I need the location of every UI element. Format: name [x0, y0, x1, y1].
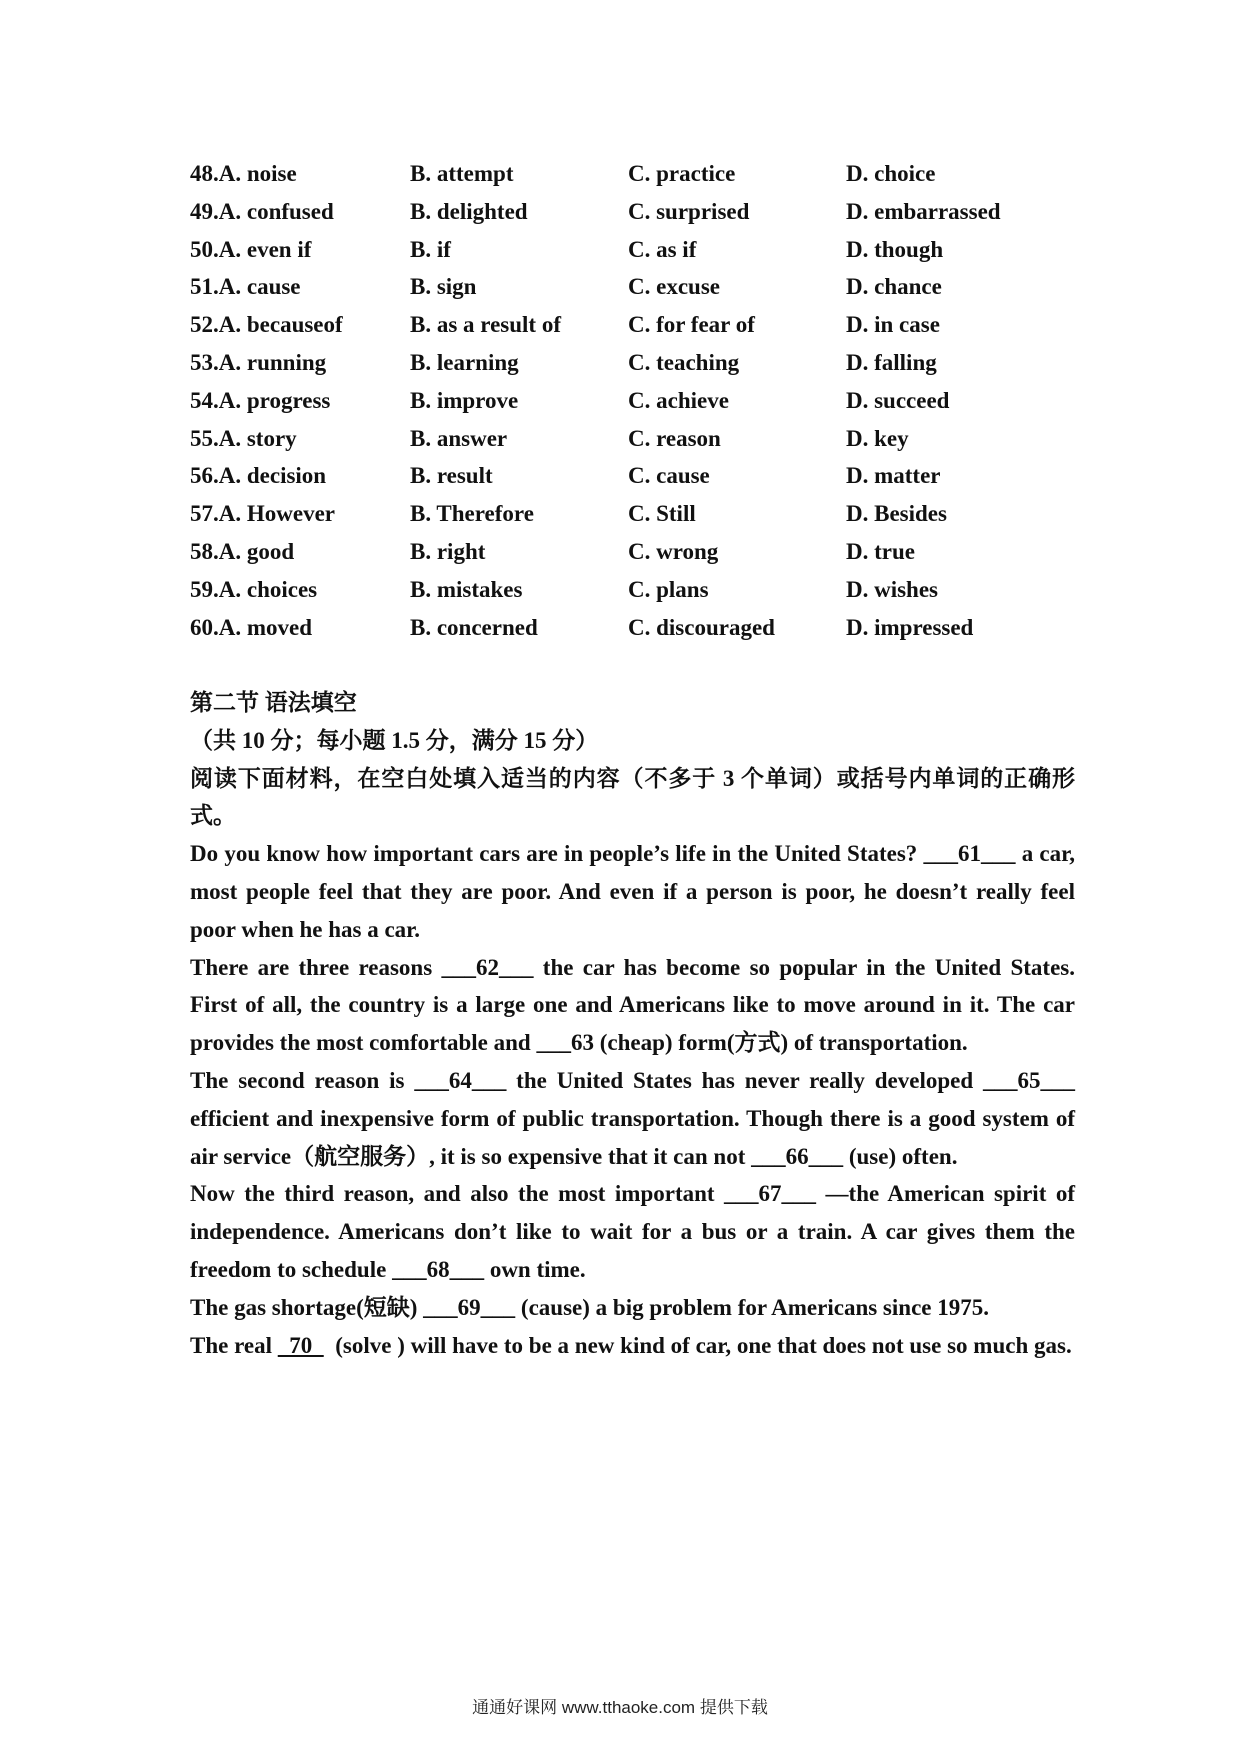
option-a: 54.A. progress [190, 387, 331, 413]
option-b: B. improve [410, 387, 519, 413]
option-a: 56.A. decision [190, 463, 327, 489]
option-d: D. Besides [846, 501, 947, 527]
option-d: D. embarrassed [846, 198, 1001, 224]
passage-paragraph-5: The gas shortage(短缺) ___69___ (cause) a big problem for Americans since 1975. [190, 1294, 989, 1320]
option-c: C. as if [628, 236, 697, 262]
option-row-55 [190, 420, 1090, 458]
option-d: D. wishes [846, 576, 939, 602]
option-row-48 [190, 155, 1090, 193]
option-b: B. right [410, 538, 486, 564]
option-b: B. delighted [410, 198, 528, 224]
option-a: 55.A. story [190, 425, 297, 451]
passage-paragraph-2: There are three reasons ___62___ the car has become so popular in the United States. First of all, the country is a large one and Americans like to move around in it. The car provides the most comfortable and ___63 (cheap) form(方式) of transportation. [190, 954, 1075, 1056]
option-row-59 [190, 571, 1090, 609]
option-b: B. if [410, 236, 451, 262]
option-row-52 [190, 306, 1090, 344]
option-b: B. result [410, 463, 493, 489]
option-c: C. teaching [628, 349, 740, 375]
option-d: D. key [846, 425, 909, 451]
option-c: C. reason [628, 425, 721, 451]
option-a: 51.A. cause [190, 274, 301, 300]
option-d: D. though [846, 236, 944, 262]
option-a: 58.A. good [190, 538, 295, 564]
option-b: B. mistakes [410, 576, 523, 602]
option-row-56 [190, 457, 1090, 495]
option-b: B. answer [410, 425, 508, 451]
passage-paragraph-3: The second reason is ___64___ the United States has never really developed ___65___ efficient and inexpensive form of public transportation. Though there is a good system of air service（航空服务）, it is so expensive that it can not ___66___ (use) often. [190, 1067, 1075, 1169]
option-d: D. true [846, 538, 915, 564]
option-row-49 [190, 193, 1090, 231]
option-c: C. achieve [628, 387, 729, 413]
option-row-54 [190, 382, 1090, 420]
option-a: 50.A. even if [190, 236, 312, 262]
option-c: C. practice [628, 161, 736, 186]
passage-text: The real [190, 1332, 278, 1358]
option-c: C. plans [628, 576, 709, 602]
option-a: 48.A. noise [190, 161, 297, 186]
option-b: B. learning [410, 349, 519, 375]
option-d: D. in case [846, 312, 940, 338]
option-c: C. excuse [628, 274, 720, 300]
passage-text: (solve ) will have to be a new kind of car, one that does not use so much gas. [323, 1332, 1072, 1358]
option-d: D. falling [846, 349, 937, 375]
option-row-51 [190, 268, 1090, 306]
grammar-fill-section [190, 684, 1075, 1364]
section-scoring: （共 10 分；每小题 1.5 分，满分 15 分） [190, 727, 599, 753]
option-row-53 [190, 344, 1090, 382]
option-a: 60.A. moved [190, 614, 313, 640]
option-row-58 [190, 533, 1090, 571]
option-row-60 [190, 609, 1090, 647]
option-d: D. matter [846, 463, 941, 489]
blank-70: 70 [277, 1332, 324, 1358]
passage-paragraph-4: Now the third reason, and also the most important ___67___ —the American spirit of independence. Americans don’t like to wait for a bus or a train. A car gives them the freedom to schedule ___68___ own time. [190, 1181, 1075, 1282]
option-a: 59.A. choices [190, 576, 318, 602]
option-c: C. for fear of [628, 312, 755, 338]
option-a: 49.A. confused [190, 198, 334, 224]
option-a: 53.A. running [190, 349, 327, 375]
option-b: B. sign [410, 274, 477, 300]
section-instruction: 阅读下面材料，在空白处填入适当的内容（不多于 3 个单词）或括号内单词的正确形式。 [190, 765, 1075, 829]
section-title: 第二节 语法填空 [190, 690, 357, 715]
option-d: D. choice [846, 161, 936, 186]
option-d: D. impressed [846, 614, 974, 640]
footer-source: 通通好课网 www.tthaoke.com 提供下载 [472, 1698, 768, 1717]
option-row-50 [190, 231, 1090, 269]
option-c: C. cause [628, 463, 710, 489]
passage-paragraph-6 [190, 1327, 1075, 1365]
option-d: D. succeed [846, 387, 950, 413]
option-c: C. Still [628, 501, 696, 527]
option-row-57 [190, 495, 1090, 533]
option-a: 52.A. becauseof [190, 312, 343, 338]
option-a: 57.A. However [190, 501, 335, 527]
option-b: B. attempt [410, 161, 514, 186]
option-c: C. discouraged [628, 614, 775, 640]
option-b: B. as a result of [410, 312, 561, 338]
option-b: B. Therefore [410, 501, 534, 527]
option-d: D. chance [846, 274, 942, 300]
passage-paragraph-1: Do you know how important cars are in people’s life in the United States? ___61___ a car, most people feel that they are poor. And even if a person is poor, he doesn’t really feel poor when he has a car. [190, 841, 1075, 942]
cloze-options [190, 155, 1090, 646]
option-c: C. surprised [628, 198, 750, 224]
option-c: C. wrong [628, 538, 719, 564]
option-b: B. concerned [410, 614, 538, 640]
